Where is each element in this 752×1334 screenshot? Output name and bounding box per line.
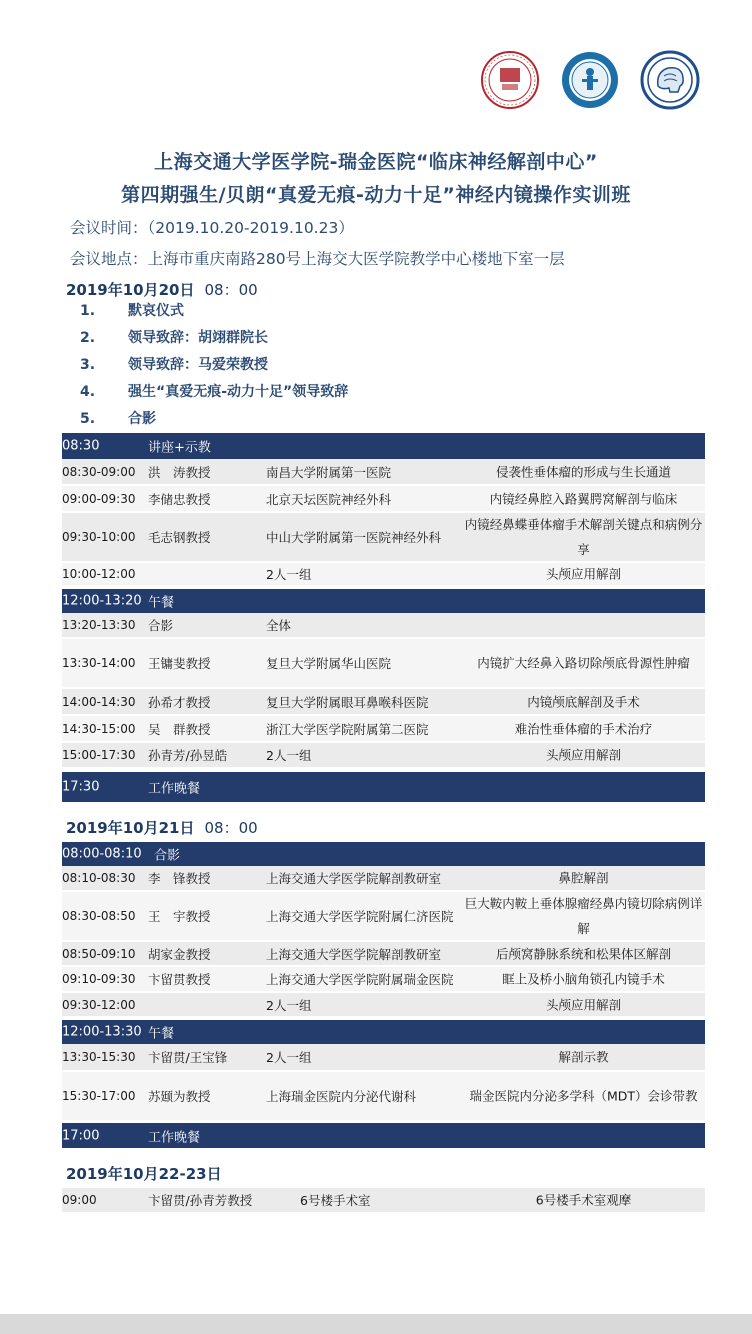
table-row: 14:30-15:00 吴 群教授 浙江大学医学院附属第二医院 难治性垂体瘤的手术治疗 [62,716,705,743]
table-row: 09:30-12:00 2人一组 头颅应用解剖 [62,993,705,1018]
section-bar: 12:00-13:20 午餐 [62,589,705,613]
section-bar: 08:00-08:10 合影 [62,842,705,866]
section-bar: 12:00-13:30 午餐 [62,1020,705,1044]
table-row: 10:00-12:00 2人一组 头颅应用解剖 [62,563,705,587]
day1-heading [66,279,258,300]
table-row: 14:00-14:30 孙希才教授 复旦大学附属眼耳鼻喉科医院 内镜颅底解剖及手术 [62,689,705,716]
day2-heading [66,817,258,838]
logo-group [480,50,710,114]
bottom-strip [0,1314,752,1334]
list-item: 5. 合影 [80,411,156,427]
day2-time: 08：00 [204,819,258,837]
table-row: 09:00-09:30 李储忠教授 北京天坛医院神经外科 内镜经鼻腔入路翼腭窝解剖与临床 [62,486,705,513]
table-row: 15:00-17:30 孙青芳/孙昱皓 2人一组 头颅应用解剖 [62,743,705,769]
title-line-2: 第四期强生/贝朗“真爱无痕-动力十足”神经内镜操作实训班 [121,184,631,206]
day1-date: 2019年10月20日 [66,281,195,299]
list-item: 4. 强生“真爱无痕-动力十足”领导致辞 [80,384,349,400]
title-line-1: 上海交通大学医学院-瑞金医院“临床神经解剖中心” [154,151,598,173]
table-row: 09:30-10:00 毛志钢教授 中山大学附属第一医院神经外科 内镜经鼻蝶垂体瘤手术解剖关键点和病例分享 [62,513,705,563]
table-row: 08:10-08:30 李 锋教授 上海交通大学医学院解剖教研室 鼻腔解剖 [62,866,705,892]
table-row: 09:10-09:30 卞留贯教授 上海交通大学医学院附属瑞金医院 眶上及桥小脑角锁孔内镜手术 [62,967,705,993]
section-bar: 08:30 讲座+示教 [62,433,705,459]
table-row: 15:30-17:00 苏颋为教授 上海瑞金医院内分泌代谢科 瑞金医院内分泌多学科（MDT）会诊带教 [62,1072,705,1122]
meeting-place: 会议地点：上海市重庆南路280号上海交大医学院教学中心楼地下室一层 [70,250,565,268]
day3-heading [66,1163,222,1184]
list-item: 3. 领导致辞：马爱荣教授 [80,357,268,373]
table-row: 08:30-08:50 王 宇教授 上海交通大学医学院附属仁济医院 巨大鞍内鞍上垂体腺瘤经鼻内镜切除病例详解 [62,892,705,942]
table-row: 08:50-09:10 胡家金教授 上海交通大学医学院解剖教研室 后颅窝静脉系统和松果体区解剖 [62,942,705,967]
day3-date: 2019年10月22-23日 [66,1165,222,1183]
day2-date: 2019年10月21日 [66,819,195,837]
day1-time: 08：00 [204,281,258,299]
hospital-seal-logo [560,50,620,110]
section-bar: 17:30 工作晚餐 [62,772,705,802]
table-row: 13:20-13:30 合影 全体 [62,613,705,639]
university-seal-logo [480,50,540,110]
table-row: 13:30-14:00 王镛斐教授 复旦大学附属华山医院 内镜扩大经鼻入路切除颅底骨源性肿瘤 [62,639,705,689]
list-item: 2. 领导致辞：胡翊群院长 [80,330,268,346]
table-row: 09:00 卞留贯/孙青芳教授 6号楼手术室 6号楼手术室观摩 [62,1188,705,1214]
section-bar: 17:00 工作晚餐 [62,1123,705,1148]
list-item: 1. 默哀仪式 [80,303,184,319]
table-row: 08:30-09:00 洪 涛教授 南昌大学附属第一医院 侵袭性垂体瘤的形成与生长通道 [62,459,705,486]
meeting-time: 会议时间：（2019.10.20-2019.10.23） [70,219,354,237]
neuro-center-logo [640,50,700,110]
table-row: 13:30-15:30 卞留贯/王宝锋 2人一组 解剖示教 [62,1044,705,1072]
